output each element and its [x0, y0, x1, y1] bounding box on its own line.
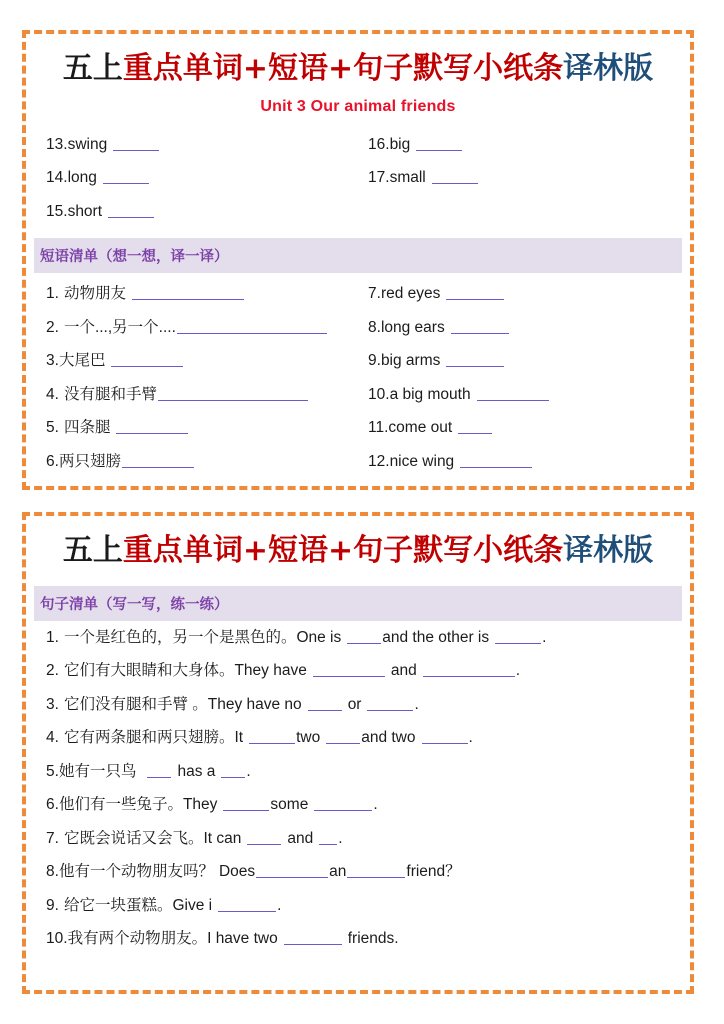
phrase-text: nice wing [389, 452, 455, 470]
phrase-text: 四条腿 [63, 419, 111, 436]
answer-blank[interactable] [249, 743, 295, 744]
sentence-en-c: . [338, 829, 343, 847]
word-list-right-column [358, 128, 676, 229]
word-number: 17. [368, 169, 390, 186]
word-phrase-card [22, 30, 694, 490]
answer-blank[interactable] [111, 366, 183, 367]
answer-blank[interactable] [122, 467, 194, 468]
phrase-item [40, 277, 358, 311]
phrase-number: 9. [368, 352, 381, 369]
sentence-en-c: . [414, 695, 419, 713]
word-number: 16. [368, 135, 390, 153]
answer-blank[interactable] [113, 150, 159, 151]
sentence-cn: 她有一只鸟 [58, 762, 137, 780]
phrase-item [40, 411, 358, 445]
answer-blank[interactable] [284, 944, 342, 945]
sentence-en-b: an [329, 863, 347, 880]
answer-blank[interactable] [221, 777, 245, 778]
answer-blank[interactable] [446, 299, 504, 300]
sentence-number: 7. [46, 829, 59, 847]
sentence-en-c: . [542, 628, 547, 646]
word-list-left-column [40, 128, 358, 229]
unit-subtitle: Unit 3 Our animal friends [260, 97, 456, 115]
answer-blank[interactable] [319, 844, 337, 845]
sentence-en-c: friend？ [406, 863, 461, 880]
phrase-item [362, 378, 676, 412]
phrase-text: 没有腿和手臂 [63, 385, 157, 403]
sentence-number: 5. [46, 762, 59, 780]
phrase-list-left-column [40, 277, 358, 478]
phrase-number: 11. [368, 419, 389, 436]
word-text: long [67, 169, 97, 186]
word-item [40, 161, 358, 195]
answer-blank[interactable] [116, 433, 188, 434]
sentence-en-b: friends. [347, 930, 399, 947]
sentence-en-a: Give i [172, 896, 213, 914]
card2-title-black: 五上 [62, 533, 123, 568]
phrase-text: 两只翅膀 [58, 452, 121, 470]
answer-blank[interactable] [256, 877, 328, 878]
answer-blank[interactable] [147, 777, 171, 778]
sentence-item [40, 922, 676, 956]
sentence-en-b: or [347, 695, 362, 713]
phrase-item [362, 277, 676, 311]
answer-blank[interactable] [446, 366, 504, 367]
answer-blank[interactable] [103, 183, 149, 184]
card2-title [40, 516, 676, 570]
sentence-card [22, 512, 694, 994]
sentence-cn: 一个是红色的，另一个是黑色的。 [63, 628, 297, 646]
answer-blank[interactable] [477, 400, 549, 401]
phrase-item [40, 311, 358, 345]
answer-blank[interactable] [223, 810, 269, 811]
sentence-item [40, 755, 676, 789]
phrase-text: 大尾巴 [58, 352, 106, 369]
sentence-en-b: and [390, 662, 417, 679]
phrase-text: 动物朋友 [63, 285, 126, 302]
sentence-en-d: . [468, 729, 473, 746]
answer-blank[interactable] [218, 911, 276, 912]
sentence-number: 3. [46, 695, 59, 713]
answer-blank[interactable] [247, 844, 281, 845]
sentence-number: 2. [46, 662, 59, 679]
sentence-cn: 它有两条腿和两只翅膀。 [63, 729, 235, 746]
sentence-en-c: and two [361, 729, 416, 746]
sentence-en-a: Does [218, 863, 256, 880]
sentence-cn: 它既会说话又会飞。 [63, 829, 204, 847]
sentence-en-a: They [182, 796, 218, 813]
phrase-text: big arms [380, 352, 441, 369]
sentence-list [40, 621, 676, 956]
word-number: 15. [46, 202, 68, 220]
phrase-section-header: 短语清单（想一想，译一译） [34, 238, 682, 273]
phrase-text: red eyes [380, 285, 441, 302]
answer-blank[interactable] [432, 183, 478, 184]
phrase-text: a big mouth [389, 385, 471, 403]
sentence-en-a: has a [177, 762, 216, 780]
answer-blank[interactable] [314, 810, 372, 811]
sentence-en-b: and the other is [382, 628, 490, 646]
answer-blank[interactable] [423, 676, 515, 677]
phrase-number: 6. [46, 452, 59, 470]
phrase-item [40, 445, 358, 479]
answer-blank[interactable] [347, 877, 405, 878]
word-item [40, 128, 358, 162]
sentence-en-a: It [234, 729, 244, 746]
sentence-item [40, 654, 676, 688]
sentence-en-b: . [246, 762, 251, 780]
word-number: 14. [46, 169, 68, 186]
word-list [40, 128, 676, 229]
phrase-number: 8. [368, 318, 381, 336]
sentence-cn: 他有一个动物朋友吗？ [58, 863, 214, 880]
answer-blank[interactable] [326, 743, 360, 744]
answer-blank[interactable] [308, 710, 342, 711]
sentence-cn: 给它一块蛋糕。 [63, 896, 173, 914]
sentence-cn: 它们有大眼睛和大身体。 [63, 662, 235, 679]
sentence-number: 1. [46, 628, 59, 646]
phrase-number: 5. [46, 419, 59, 436]
sentence-cn: 我有两个动物朋友。 [67, 930, 208, 947]
word-text: big [389, 135, 411, 153]
sentence-en-a: I have two [207, 930, 278, 947]
phrase-item [362, 311, 676, 345]
phrase-text: 一个...,另一个.... [63, 318, 176, 336]
answer-blank[interactable] [132, 299, 244, 300]
answer-blank[interactable] [177, 333, 327, 334]
phrase-item [40, 378, 358, 412]
phrase-item [362, 344, 676, 378]
phrase-item [362, 445, 676, 479]
phrase-number: 7. [368, 285, 381, 302]
answer-blank[interactable] [460, 467, 532, 468]
answer-blank[interactable] [416, 150, 462, 151]
sentence-item [40, 855, 676, 889]
sentence-cn: 他们有一些兔子。 [58, 796, 183, 813]
phrase-text: long ears [380, 318, 445, 336]
word-item [362, 128, 676, 162]
sentence-en-b: some [270, 796, 309, 813]
sentence-en-c: . [515, 662, 521, 679]
phrase-text: come out [388, 419, 453, 436]
card1-title-black: 五上 [62, 51, 123, 86]
word-item [40, 195, 358, 229]
sentence-item [40, 889, 676, 923]
sentence-number: 6. [46, 796, 59, 813]
card2-title-red: 重点单词+短语+句子默写小纸条 [122, 533, 564, 568]
card1-title [40, 34, 676, 88]
answer-blank[interactable] [451, 333, 509, 334]
word-text: swing [67, 135, 108, 153]
card1-title-blue: 译林版 [563, 51, 654, 86]
sentence-en-a: They have [234, 662, 307, 679]
sentence-item [40, 788, 676, 822]
phrase-number: 4. [46, 385, 59, 403]
sentence-item [40, 721, 676, 755]
sentence-en-a: They have no [207, 695, 302, 713]
sentence-item [40, 621, 676, 655]
sentence-en-c: . [373, 796, 378, 813]
sentence-en-b: and [287, 829, 314, 847]
word-text: short [67, 202, 103, 220]
phrase-list-right-column [358, 277, 676, 478]
sentence-en-b: two [296, 729, 321, 746]
word-number: 13. [46, 135, 68, 153]
answer-blank[interactable] [422, 743, 468, 744]
answer-blank[interactable] [458, 433, 492, 434]
sentence-section-header: 句子清单（写一写，练一练） [34, 586, 682, 621]
phrase-number: 1. [46, 285, 59, 302]
phrase-number: 10. [368, 385, 390, 403]
sentence-number: 10. [46, 930, 68, 947]
sentence-en-a: It can [203, 829, 242, 847]
phrase-number: 2. [46, 318, 59, 336]
sentence-item [40, 822, 676, 856]
answer-blank[interactable] [313, 676, 385, 677]
sentence-item [40, 688, 676, 722]
phrase-number: 3. [46, 352, 59, 369]
phrase-item [40, 344, 358, 378]
sentence-number: 9. [46, 896, 59, 914]
phrase-item [362, 411, 676, 445]
answer-blank[interactable] [495, 643, 541, 644]
answer-blank[interactable] [108, 217, 154, 218]
word-text: small [389, 169, 426, 186]
card2-title-blue: 译林版 [563, 533, 654, 568]
sentence-number: 4. [46, 729, 59, 746]
sentence-en-b: . [277, 896, 282, 914]
sentence-en-a: One is [296, 628, 342, 646]
sentence-number: 8. [46, 863, 59, 880]
answer-blank[interactable] [158, 400, 308, 401]
answer-blank[interactable] [367, 710, 413, 711]
sentence-cn: 它们没有腿和手臂 。 [63, 695, 208, 713]
phrase-list [40, 277, 676, 478]
answer-blank[interactable] [347, 643, 381, 644]
word-item [362, 161, 676, 195]
card1-title-red: 重点单词+短语+句子默写小纸条 [122, 51, 564, 86]
phrase-number: 12. [368, 452, 390, 470]
